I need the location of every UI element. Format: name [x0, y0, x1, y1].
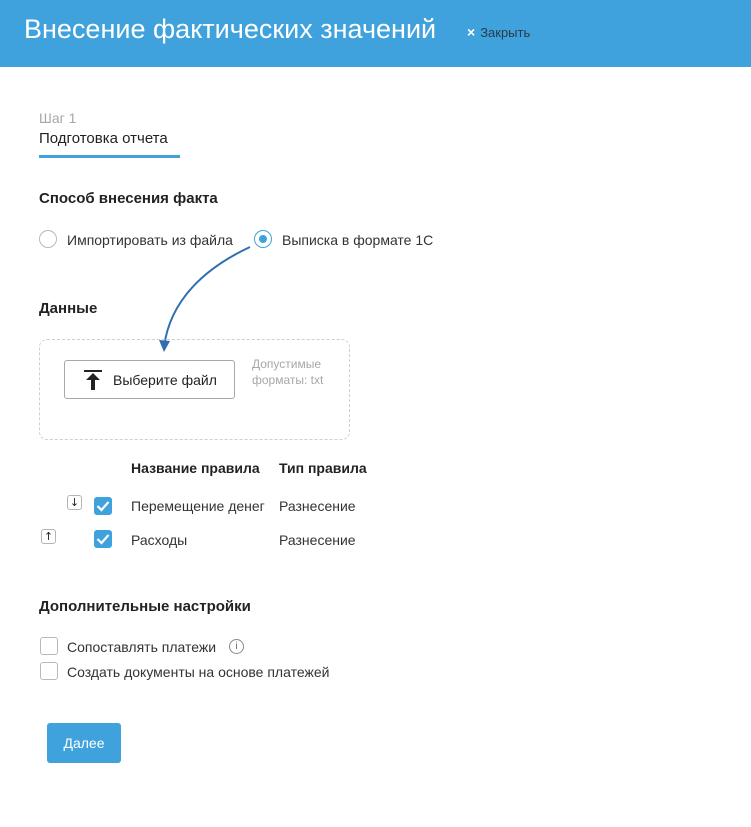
close-control[interactable]	[467, 24, 530, 40]
column-header-rule-type: Тип правила	[279, 460, 367, 476]
step-active-indicator	[39, 155, 180, 158]
move-down-button[interactable]: ↓	[67, 495, 82, 510]
checkmark-icon	[96, 533, 110, 545]
create-documents-label[interactable]: Создать документы на основе платежей	[67, 664, 330, 680]
rule-type-cell: Разнесение	[279, 532, 356, 548]
radio-1c-statement-label[interactable]: Выписка в формате 1С	[282, 232, 434, 248]
modal-header	[0, 0, 751, 67]
allowed-formats-text: Допустимые форматы: txt	[252, 357, 324, 387]
checkmark-icon	[96, 500, 110, 512]
create-documents-checkbox[interactable]	[40, 662, 58, 680]
choose-file-button[interactable]	[64, 360, 235, 399]
data-section-title: Данные	[39, 300, 98, 317]
step-number: Шаг 1	[39, 110, 77, 126]
extra-settings-title: Дополнительные настройки	[39, 598, 251, 615]
choose-file-label: Выберите файл	[113, 372, 217, 388]
radio-1c-statement[interactable]	[254, 230, 272, 248]
match-payments-checkbox[interactable]	[40, 637, 58, 655]
rule-name-cell: Расходы	[131, 532, 188, 548]
rule-name-cell: Перемещение денег	[131, 498, 265, 514]
close-link[interactable]: Закрыть	[480, 25, 531, 40]
input-method-title: Способ внесения факта	[39, 190, 218, 207]
match-payments-label[interactable]: Сопоставлять платежи	[67, 639, 217, 655]
column-header-rule-name: Название правила	[131, 460, 260, 476]
radio-import-from-file-label[interactable]: Импортировать из файла	[67, 232, 233, 248]
rule-checkbox-expenses[interactable]	[94, 530, 112, 548]
rule-type-cell: Разнесение	[279, 498, 356, 514]
next-button[interactable]: Далее	[47, 723, 121, 763]
rule-checkbox-money-transfer[interactable]	[94, 497, 112, 515]
modal-title: Внесение фактических значений	[24, 14, 437, 44]
close-icon[interactable]: ×	[467, 24, 476, 40]
upload-icon	[84, 370, 102, 390]
radio-import-from-file[interactable]	[39, 230, 57, 248]
step-title[interactable]: Подготовка отчета	[39, 130, 168, 147]
move-up-button[interactable]: ↑	[41, 529, 56, 544]
info-icon[interactable]: i	[229, 639, 244, 654]
